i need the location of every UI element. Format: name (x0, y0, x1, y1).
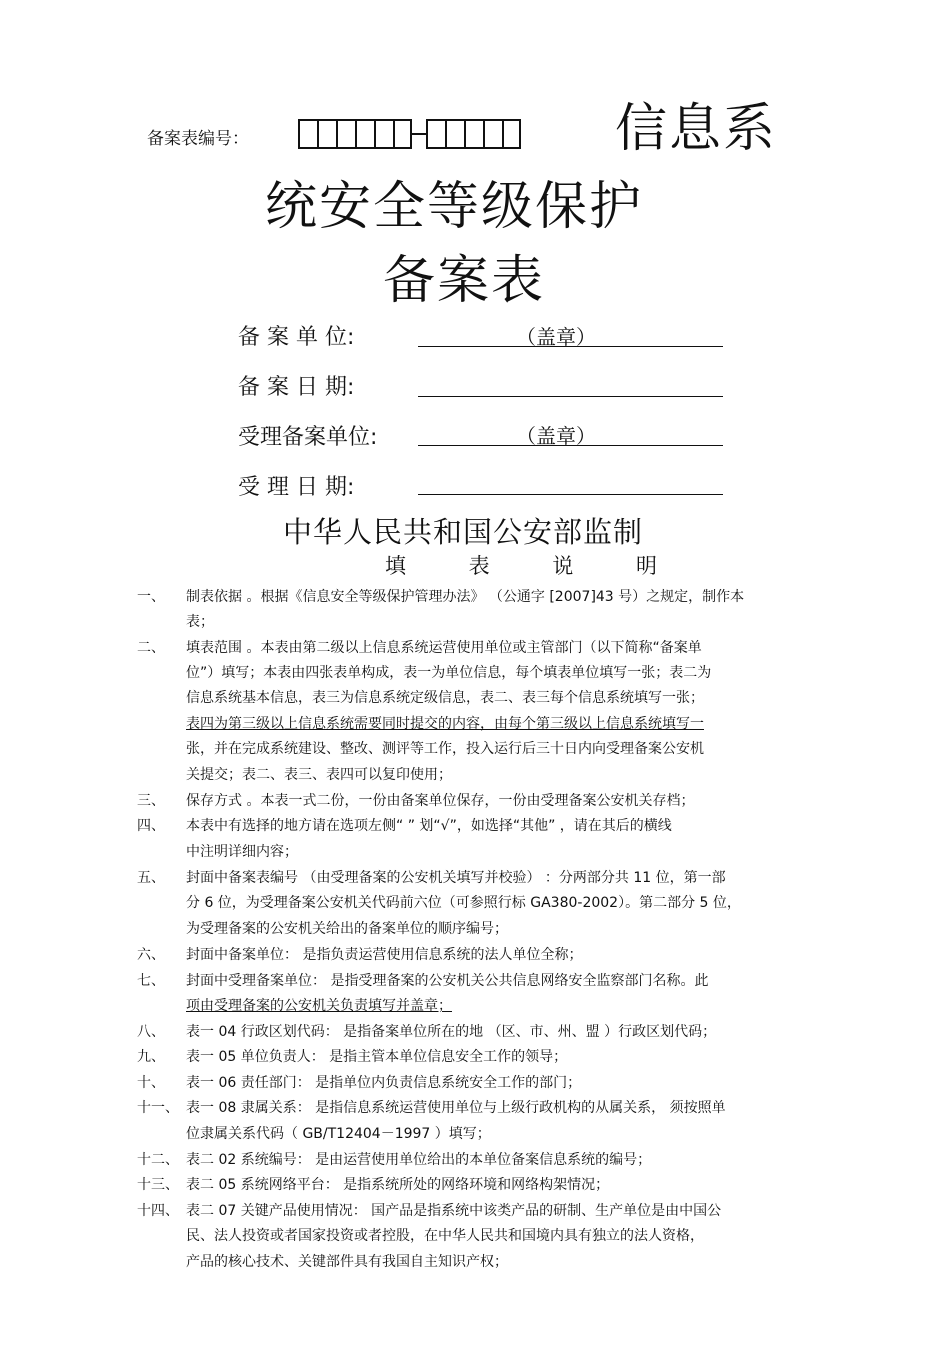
item-text: 表； (186, 614, 214, 630)
item-text: 表一 05 单位负责人： 是指主管本单位信息安全工作的领导； (186, 1049, 568, 1065)
item-number: 十四、 (137, 1203, 179, 1219)
item-text: 保存方式 。本表一式二份，一份由备案单位保存，一份由受理备案公安机关存档； (186, 793, 695, 809)
digit-box[interactable] (502, 119, 521, 149)
item-text: 位隶属关系代码（ GB/T12404－1997 ）填写； (186, 1126, 491, 1142)
field-label-receiving-unit: 受理备案单位: (238, 425, 378, 450)
item-text: 关提交；表二、表三、表四可以复印使用； (186, 767, 452, 783)
field-label-filing-unit: 备 案 单 位: (238, 325, 355, 350)
instructions-title: 填 表 说 明 (385, 554, 686, 578)
issuer-text: 中华人民共和国公安部监制 (283, 515, 644, 549)
item-number: 十一、 (137, 1100, 179, 1116)
item-text: 产品的核心技术、关键部件具有我国自主知识产权； (186, 1254, 508, 1270)
stamp-note: （盖章） (516, 325, 596, 349)
field-label-filing-date: 备 案 日 期: (238, 375, 355, 400)
page-title-line2: 统安全等级保护 (265, 177, 644, 237)
item-text: 表一 06 责任部门： 是指单位内负责信息系统安全工作的部门； (186, 1075, 582, 1091)
item-text: 封面中受理备案单位： 是指受理备案的公安机关公共信息网络安全监察部门名称。此 (186, 973, 709, 989)
receiving-date-field[interactable] (418, 470, 723, 495)
item-text: 表二 07 关键产品使用情况： 国产品是指系统中该类产品的研制、生产单位是由中国公 (186, 1203, 722, 1219)
item-text: 封面中备案表编号 （由受理备案的公安机关填写并校验） ：分两部分共 11 位，第一部 (186, 870, 726, 886)
item-number: 七、 (137, 973, 165, 989)
filing-date-field[interactable] (418, 372, 723, 397)
page-title-line1: 信息系 (615, 99, 778, 159)
digit-box[interactable] (393, 119, 412, 149)
item-text: 项由受理备案的公安机关负责填写并盖章； (186, 998, 452, 1014)
item-text: 张，并在完成系统建设、整改、测评等工作，投入运行后三十日内向受理备案公安机 (186, 741, 704, 757)
item-text: 表一 08 隶属关系： 是指信息系统运营使用单位与上级行政机构的从属关系， 须按照单 (186, 1100, 726, 1116)
record-number-label: 备案表编号： (147, 129, 249, 149)
item-text: 填表范围 。本表由第二级以上信息系统运营使用单位或主管部门（以下简称“备案单 (186, 640, 702, 656)
item-text: 表四为第三级以上信息系统需要同时提交的内容，由每个第三级以上信息系统填写一 (186, 716, 704, 732)
item-number: 四、 (137, 818, 165, 834)
item-text: 封面中备案单位： 是指负责运营使用信息系统的法人单位全称； (186, 947, 583, 963)
digit-box[interactable] (464, 119, 483, 149)
item-number: 三、 (137, 793, 165, 809)
item-number: 二、 (137, 640, 165, 656)
item-text: 中注明详细内容； (186, 844, 298, 860)
item-text: 分 6 位，为受理备案公安机关代码前六位（可参照行标 GA380-2002）。第二部分 5 位， (186, 895, 741, 911)
field-label-receiving-date: 受 理 日 期: (238, 475, 355, 500)
item-number: 十二、 (137, 1152, 179, 1168)
item-number: 五、 (137, 870, 165, 886)
item-text: 表二 05 系统网络平台： 是指系统所处的网络环境和网络构架情况； (186, 1177, 610, 1193)
item-text: 民、法人投资或者国家投资或者控股，在中华人民共和国境内具有独立的法人资格， (186, 1228, 704, 1244)
item-text: 信息系统基本信息，表三为信息系统定级信息，表二、表三每个信息系统填写一张； (186, 690, 704, 706)
digit-box[interactable] (317, 119, 336, 149)
item-text: 为受理备案的公安机关给出的备案单位的顺序编号； (186, 921, 508, 937)
digit-box[interactable] (426, 119, 445, 149)
number-separator (412, 133, 426, 135)
item-text: 表二 02 系统编号： 是由运营使用单位给出的本单位备案信息系统的编号； (186, 1152, 652, 1168)
item-text: 位”）填写；本表由四张表单构成，表一为单位信息，每个填表单位填写一张；表二为 (186, 665, 712, 681)
item-number: 十、 (137, 1075, 165, 1091)
item-text: 制表依据 。根据《信息安全等级保护管理办法》 （公通字 [2007]43 号）之规定，制作本 (186, 589, 745, 605)
record-number-boxes[interactable] (298, 117, 521, 151)
page-title-line3: 备案表 (383, 251, 546, 311)
digit-box[interactable] (355, 119, 374, 149)
item-text: 本表中有选择的地方请在选项左侧“ ” 划“√”，如选择“其他” ，请在其后的横线 (186, 818, 672, 834)
item-number: 八、 (137, 1024, 165, 1040)
item-number: 九、 (137, 1049, 165, 1065)
stamp-note: （盖章） (516, 424, 596, 448)
digit-box[interactable] (298, 119, 317, 149)
digit-box[interactable] (374, 119, 393, 149)
item-number: 六、 (137, 947, 165, 963)
item-number: 十三、 (137, 1177, 179, 1193)
digit-box[interactable] (483, 119, 502, 149)
digit-box[interactable] (445, 119, 464, 149)
item-text: 表一 04 行政区划代码： 是指备案单位所在的地 （区、市、州、盟 ）行政区划代码； (186, 1024, 717, 1040)
item-number: 一、 (137, 589, 165, 605)
digit-box[interactable] (336, 119, 355, 149)
